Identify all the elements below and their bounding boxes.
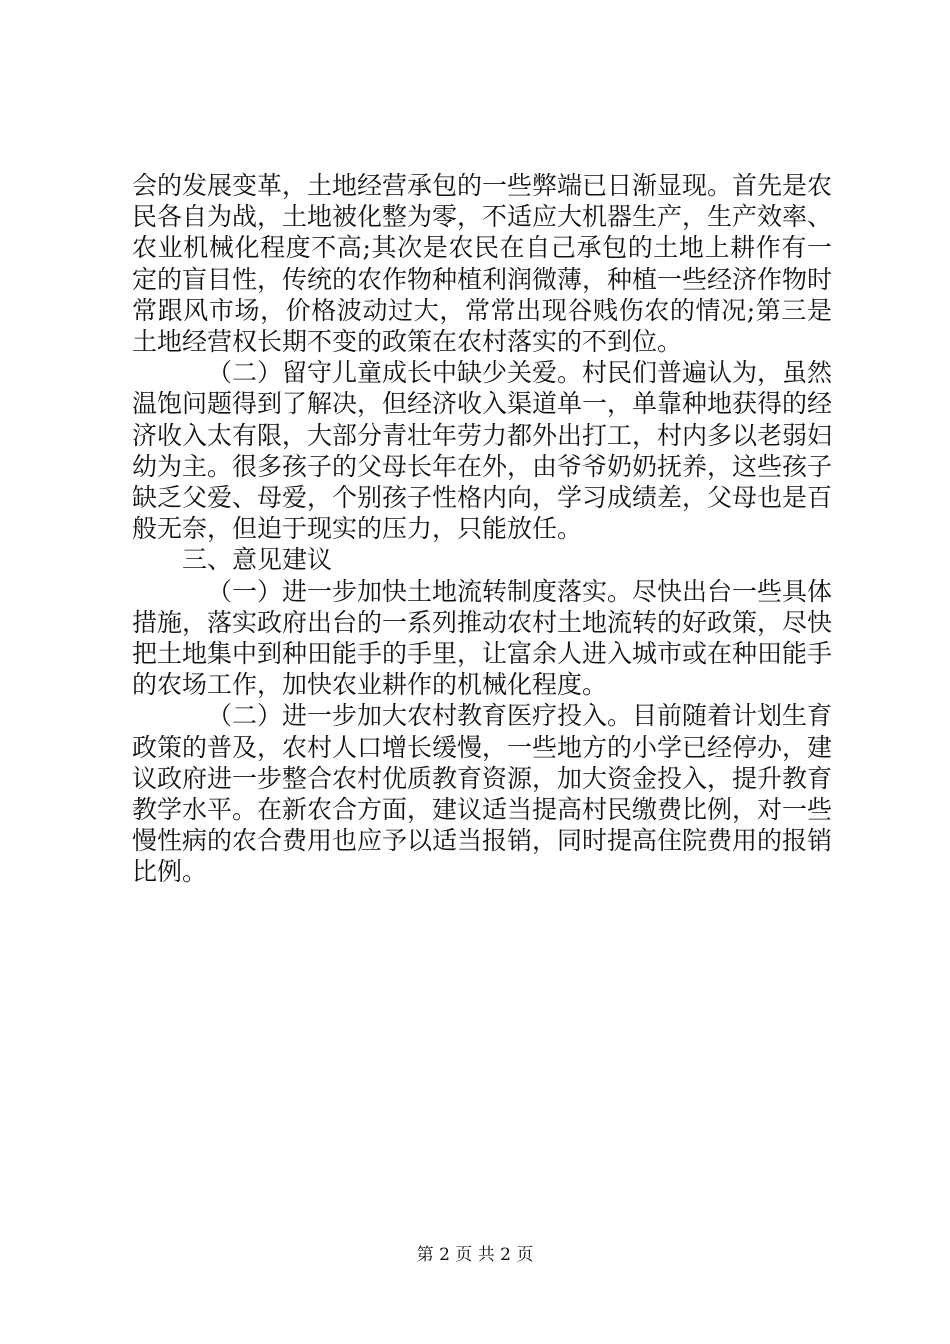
page-number-footer: 第 2 页 共 2 页 [416, 1245, 534, 1265]
document-body [132, 170, 832, 888]
paragraph-left-behind-children: （二）留守儿童成长中缺少关爱。村民们普遍认为，虽然温饱问题得到了解决，但经济收入渠道单一，单靠种地获得的经济收入太有限，大部分青壮年劳力都外出打工，村内多以老弱妇幼为主。很多孩子的父母长年在外，由爷爷奶奶抚养，这些孩子缺乏父爱、母爱，个别孩子性格内向，学习成绩差，父母也是百般无奈，但迫于现实的压力，只能放任。 [132, 358, 833, 544]
paragraph-land-transfer: （一）进一步加快土地流转制度落实。尽快出台一些具体措施，落实政府出台的一系列推动农村土地流转的好政策，尽快把土地集中到种田能手的手里，让富余人进入城市或在种田能手的农场工作，加快农业耕作的机械化程度。 [132, 576, 833, 700]
paragraph-education-medical: （二）进一步加大农村教育医疗投入。目前随着计划生育政策的普及，农村人口增长缓慢，一些地方的小学已经停办，建议政府进一步整合农村优质教育资源，加大资金投入，提升教育教学水平。在新农合方面，建议适当提高村民缴费比例，对一些慢性病的农合费用也应予以适当报销，同时提高住院费用的报销比例。 [132, 701, 833, 887]
section-heading-suggestions: 三、意见建议 [182, 545, 333, 575]
paragraph-continuation: 会的发展变革，土地经营承包的一些弊端已日渐显现。首先是农民各自为战，土地被化整为零，不适应大机器生产，生产效率、农业机械化程度不高;其次是农民在自己承包的土地上耕作有一定的盲目性，传统的农作物种植利润微薄，种植一些经济作物时常跟风市场，价格波动过大，常常出现谷贱伤农的情况;第三是土地经营权长期不变的政策在农村落实的不到位。 [132, 171, 833, 357]
